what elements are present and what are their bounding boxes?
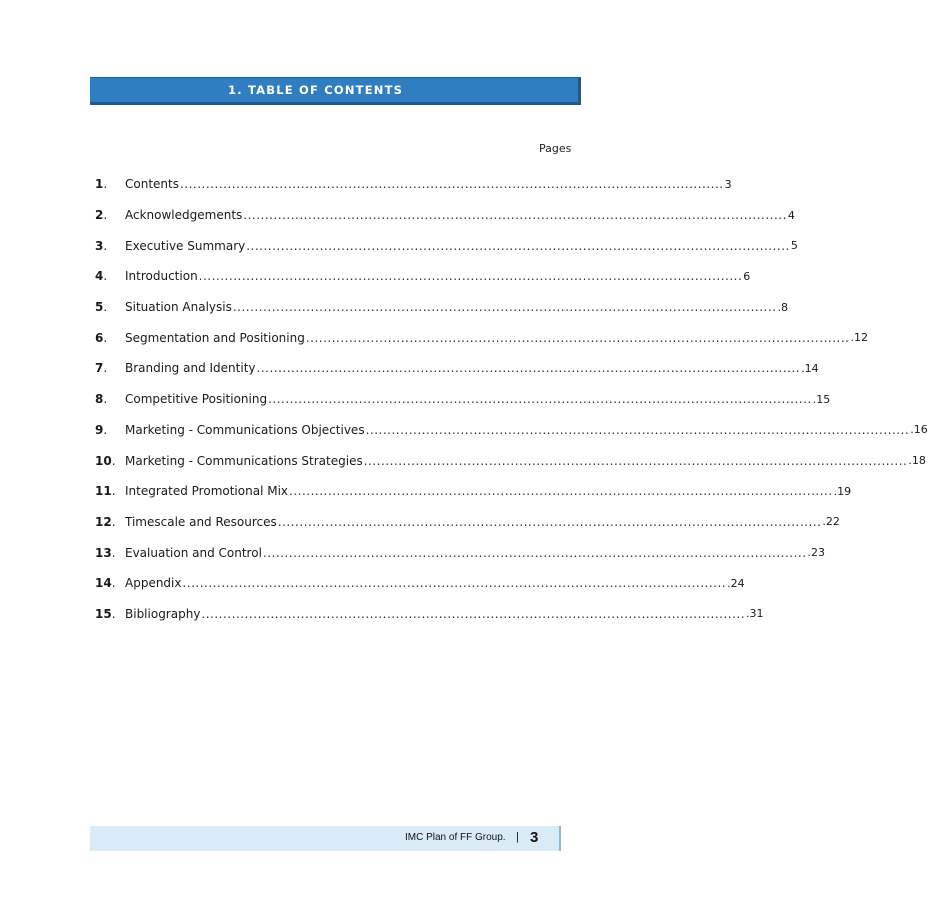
toc-leader-dots: .............................................................................................................................. bbox=[256, 361, 801, 376]
toc-entry[interactable] bbox=[95, 384, 831, 415]
toc-leader-dots: .............................................................................................................................. bbox=[277, 514, 822, 529]
toc-entry-number: 2. bbox=[95, 208, 108, 223]
toc-leader-dots: .............................................................................................................................. bbox=[243, 208, 787, 223]
toc-entry-page: .8 bbox=[777, 300, 788, 314]
toc-entry-number: 8. bbox=[95, 392, 108, 407]
toc-leader-dots: .............................................................................................................................. bbox=[182, 576, 727, 591]
toc-entry[interactable] bbox=[95, 537, 826, 568]
toc-entry-number: 3. bbox=[95, 238, 108, 253]
toc-entry-page: .24 bbox=[727, 576, 745, 590]
toc-entry-title: Acknowledgements bbox=[125, 208, 243, 223]
toc-entry-number: 10. bbox=[95, 453, 116, 468]
toc-entry-number: 6. bbox=[95, 330, 108, 345]
toc-leader-dots: .............................................................................................................................. bbox=[305, 330, 850, 345]
toc-entry[interactable] bbox=[95, 200, 795, 231]
toc-entry[interactable] bbox=[95, 507, 840, 538]
toc-entry-number: 1. bbox=[95, 177, 108, 192]
toc-entry-number: 12. bbox=[95, 514, 116, 529]
toc-entry-page: 6 bbox=[743, 269, 751, 283]
toc-leader-dots: .............................................................................................................................. bbox=[246, 238, 790, 253]
toc-entry[interactable] bbox=[95, 322, 868, 353]
toc-entry-number: 7. bbox=[95, 361, 108, 376]
toc-entry-page: .15 bbox=[812, 392, 831, 406]
toc-entry-page: 4 bbox=[787, 208, 795, 222]
toc-entry-title: Marketing - Communications Strategies bbox=[125, 453, 363, 468]
toc-entry-title: Evaluation and Control bbox=[125, 545, 262, 560]
toc-entry-title: Appendix bbox=[125, 576, 182, 591]
footer-document-title: IMC Plan of FF Group. bbox=[405, 832, 506, 843]
toc-leader-dots: .............................................................................................................................. bbox=[198, 269, 743, 284]
toc-entry-title: Integrated Promotional Mix bbox=[125, 484, 289, 499]
toc-leader-dots: .............................................................................................................................. bbox=[268, 392, 812, 407]
toc-leader-dots: .............................................................................................................................. bbox=[179, 177, 724, 192]
toc-leader-dots: .............................................................................................................................. bbox=[289, 484, 833, 499]
toc-entry-page: .12 bbox=[850, 331, 868, 345]
toc-entry-number: 4. bbox=[95, 269, 108, 284]
toc-entry-page: 3 bbox=[724, 177, 732, 191]
toc-entry-title: Competitive Positioning bbox=[125, 392, 268, 407]
toc-leader-dots: .............................................................................................................................. bbox=[363, 453, 908, 468]
toc-entry[interactable] bbox=[95, 353, 819, 384]
toc-entry-title: Situation Analysis bbox=[125, 300, 232, 315]
toc-entry-title: Introduction bbox=[125, 269, 198, 284]
toc-entry[interactable] bbox=[95, 476, 852, 507]
toc-entry-number: 5. bbox=[95, 300, 108, 315]
toc-leader-dots: .............................................................................................................................. bbox=[262, 545, 807, 560]
toc-entry-page: .14 bbox=[801, 361, 819, 375]
toc-entry-title: Bibliography bbox=[125, 606, 201, 621]
toc-entry[interactable] bbox=[95, 292, 788, 323]
toc-entry-title: Contents bbox=[125, 177, 179, 192]
toc-entry-title: Branding and Identity bbox=[125, 361, 256, 376]
toc-entry-title: Segmentation and Positioning bbox=[125, 330, 305, 345]
toc-entry-number: 14. bbox=[95, 576, 116, 591]
toc-entry-number: 9. bbox=[95, 422, 108, 437]
toc-leader-dots: .............................................................................................................................. bbox=[232, 300, 777, 315]
toc-leader-dots: .............................................................................................................................. bbox=[201, 606, 746, 621]
toc-entry-number: 15. bbox=[95, 606, 116, 621]
toc-entry[interactable] bbox=[95, 230, 798, 261]
toc-entry-title: Executive Summary bbox=[125, 238, 246, 253]
footer-page-number: 3 bbox=[530, 829, 539, 846]
toc-entry-title: Marketing - Communications Objectives bbox=[125, 422, 365, 437]
footer-separator: | bbox=[516, 831, 519, 843]
toc-entry-page: 5 bbox=[790, 239, 798, 253]
toc-entry[interactable] bbox=[95, 445, 926, 476]
section-title: 1. TABLE OF CONTENTS bbox=[228, 83, 404, 97]
toc-entry-page: .16 bbox=[910, 423, 928, 437]
pages-label: Pages bbox=[539, 142, 572, 155]
toc-entry-page: .23 bbox=[807, 546, 826, 560]
toc-entry[interactable] bbox=[95, 415, 928, 446]
toc-entry-number: 11. bbox=[95, 484, 116, 499]
toc-entry-page: .31 bbox=[746, 607, 764, 621]
toc-leader-dots: .............................................................................................................................. bbox=[365, 422, 910, 437]
toc-entry-number: 13. bbox=[95, 545, 116, 560]
table-of-contents bbox=[95, 169, 928, 629]
toc-entry[interactable] bbox=[95, 169, 732, 200]
toc-entry-page: .18 bbox=[908, 454, 926, 468]
toc-entry[interactable] bbox=[95, 599, 764, 630]
section-header-bar bbox=[90, 77, 581, 105]
toc-entry-page: .22 bbox=[822, 515, 840, 529]
toc-entry-title: Timescale and Resources bbox=[125, 514, 277, 529]
toc-entry[interactable] bbox=[95, 568, 745, 599]
toc-entry-page: .19 bbox=[833, 484, 852, 498]
toc-entry[interactable] bbox=[95, 261, 751, 292]
